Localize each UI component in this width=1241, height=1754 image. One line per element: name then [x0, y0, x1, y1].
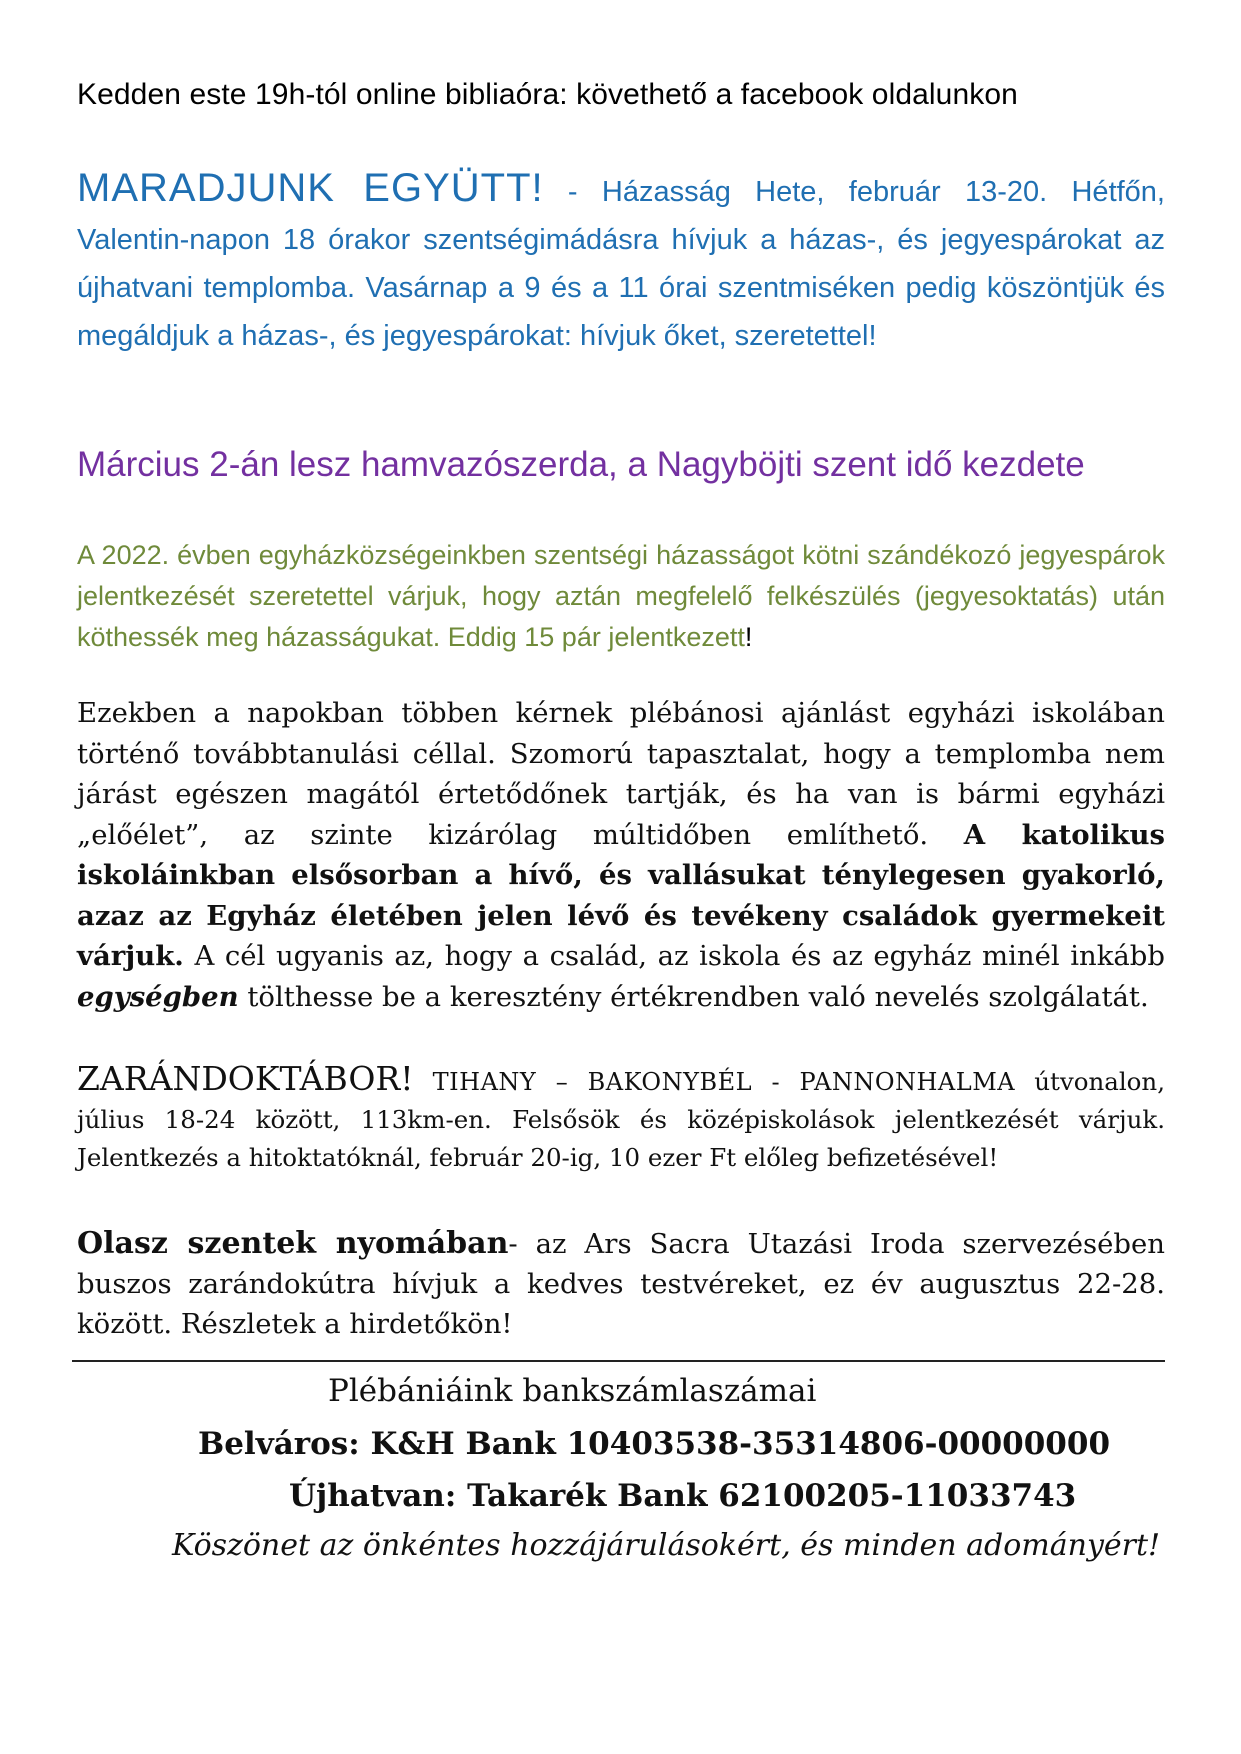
wedding-registration-end: !: [744, 622, 753, 652]
marriage-week-text: - Házasság Hete, február 13-20. Hétfőn, Valentin-napon 18 órakor szentségimádásra hívjuk a házas-, és jegyespárokat az újhatvani templomba. Vasárnap a 9 és a 11 órai szentmiséken pedig köszöntjük és megáldjuk a házas-, és jegyespárokat: hívjuk őket, szeretettel!: [77, 176, 1165, 352]
italian-saints-headline: Olasz szentek nyomában: [77, 1226, 509, 1261]
bank-account-belvaros: Belváros: K&H Bank 10403538-35314806-00000000: [198, 1426, 1111, 1462]
italian-saints-text: - az Ars Sacra Utazási Iroda szervezésében buszos zarándokútra hívjuk a kedves testvéreket, ez év augusztus 22-28. között. Részletek a hirdetőkön!: [77, 1228, 1166, 1340]
donation-thanks: Köszönet az önkéntes hozzájárulásokért, és minden adományért!: [172, 1528, 1161, 1563]
section-divider: [72, 1360, 1165, 1362]
pilgrimage-camp-notice: [77, 1060, 1165, 1177]
ash-wednesday-notice: Március 2-án lesz hamvazószerda, a Nagyböjti szent idő kezdete: [77, 445, 1085, 484]
marriage-week-headline: MARADJUNK EGYÜTT!: [77, 166, 544, 210]
bank-account-ujhatvan: Újhatvan: Takarék Bank 62100205-11033743: [289, 1478, 1077, 1514]
school-emphasis: egységben: [77, 980, 239, 1013]
school-intro: Ezekben a napokban többen kérnek plébánosi ajánlást egyházi iskolában történő továbbtanulási céllal. Szomorú tapasztalat, hogy a templomba nem járást egészen magától értetődőnek tartják, és ha van is bármi egyházi „előélet”, az szinte kizárólag múltidőben említhető.: [77, 697, 1165, 851]
school-recommendation-notice: [77, 693, 1165, 1017]
pilgrimage-camp-text: útvonalon, július 18-24 között, 113km-en. Felsősök és középiskolások jelentkezését várjuk. Jelentkezés a hitoktatóknál, február 20-ig, 10 ezer Ft előleg befizetésével!: [77, 1067, 1165, 1172]
school-middle: A cél ugyanis az, hogy a család, az iskola és az egyház minél inkább: [183, 940, 1165, 972]
pilgrimage-camp-headline: ZARÁNDOKTÁBOR!: [77, 1059, 414, 1098]
bank-accounts-title: Plébániáink bankszámlaszámai: [328, 1373, 817, 1409]
wedding-registration-text: A 2022. évben egyházközségeinkben szentségi házasságot kötni szándékozó jegyespárok jelentkezését szeretettel várjuk, hogy aztán megfelelő felkészülés (jegyesoktatás) után köthessék meg házasságukat. Eddig 15 pár jelentkezett: [77, 540, 1165, 652]
wedding-registration-notice: [77, 535, 1165, 658]
school-bold-statement: A katolikus iskoláinkban elsősorban a hívő, és vallásukat ténylegesen gyakorló, azaz az Egyház életében jelen lévő és tevékeny családok gyermekeit várjuk.: [77, 818, 1165, 972]
italian-saints-notice: [77, 1224, 1165, 1344]
bible-hour-notice: Kedden este 19h-tól online bibliaóra: követhető a facebook oldalunkon: [77, 78, 1018, 111]
school-end: tölthesse be a keresztény értékrendben való nevelés szolgálatát.: [238, 980, 1149, 1013]
pilgrimage-camp-route: TIHANY – BAKONYBÉL - PANNONHALMA: [432, 1068, 1016, 1096]
marriage-week-notice: [77, 164, 1165, 360]
